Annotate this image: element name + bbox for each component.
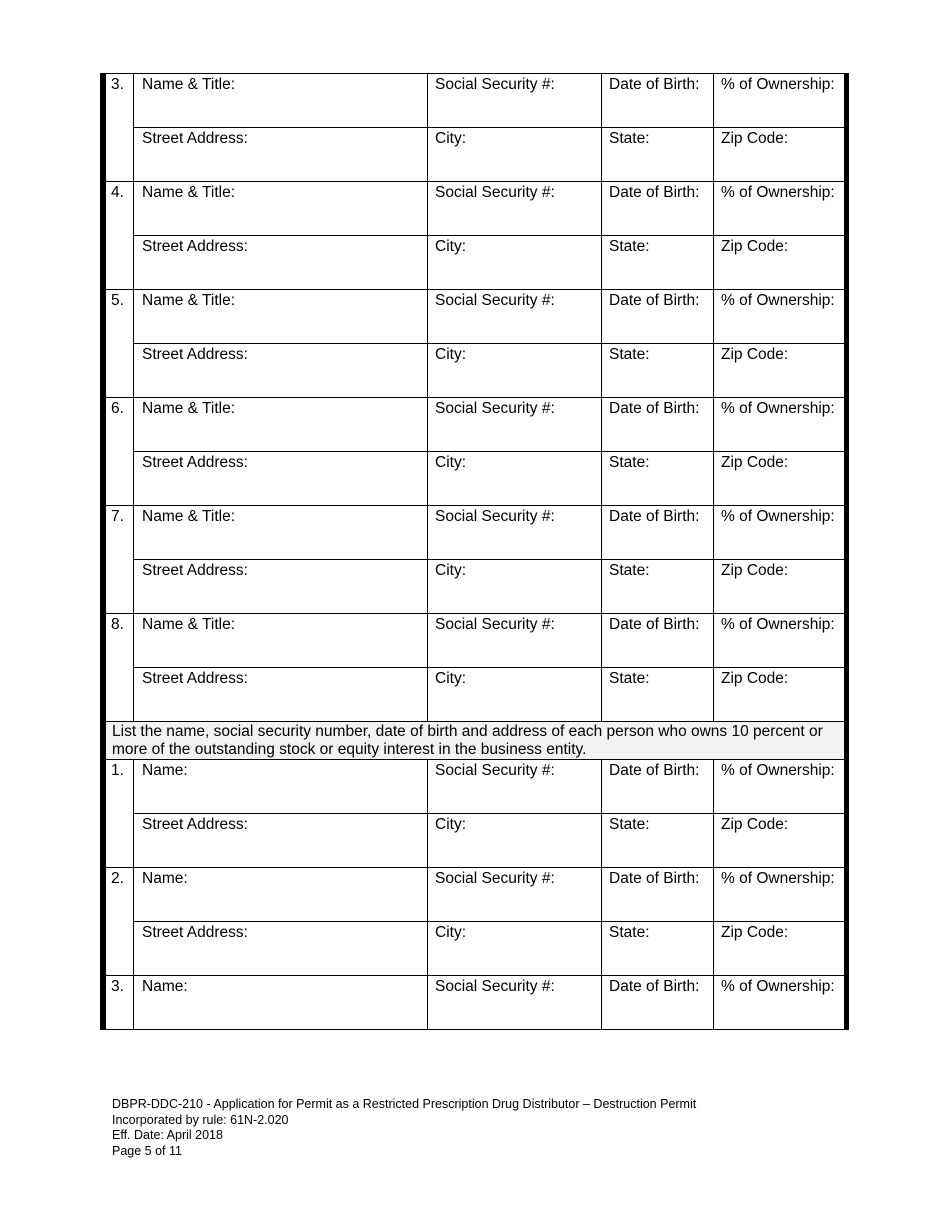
- street-address-field[interactable]: Street Address:: [134, 668, 428, 722]
- city-field[interactable]: City:: [428, 668, 602, 722]
- zip-field[interactable]: Zip Code:: [714, 668, 845, 722]
- entry-number: 7.: [106, 506, 134, 614]
- street-address-field[interactable]: Street Address:: [134, 814, 428, 868]
- officer-row: [106, 74, 845, 128]
- owners-notice-row: [106, 722, 845, 760]
- ownership-field[interactable]: % of Ownership:: [714, 74, 845, 128]
- dob-field[interactable]: Date of Birth:: [602, 290, 714, 344]
- zip-field[interactable]: Zip Code:: [714, 560, 845, 614]
- street-address-field[interactable]: Street Address:: [134, 128, 428, 182]
- ownership-field[interactable]: % of Ownership:: [714, 976, 845, 1030]
- name-title-field[interactable]: Name & Title:: [134, 614, 428, 668]
- ssn-field[interactable]: Social Security #:: [428, 74, 602, 128]
- entry-number: 4.: [106, 182, 134, 290]
- owner-row: [106, 976, 845, 1030]
- entry-number: 1.: [106, 760, 134, 868]
- state-field[interactable]: State:: [602, 128, 714, 182]
- officer-row: [106, 290, 845, 344]
- officer-row: [106, 614, 845, 668]
- dob-field[interactable]: Date of Birth:: [602, 182, 714, 236]
- ownership-field[interactable]: % of Ownership:: [714, 290, 845, 344]
- officer-address-row: [106, 560, 845, 614]
- officer-row: [106, 506, 845, 560]
- state-field[interactable]: State:: [602, 344, 714, 398]
- owner-row: [106, 760, 845, 814]
- name-title-field[interactable]: Name & Title:: [134, 506, 428, 560]
- ssn-field[interactable]: Social Security #:: [428, 868, 602, 922]
- zip-field[interactable]: Zip Code:: [714, 236, 845, 290]
- footer-eff-date: Eff. Date: April 2018: [112, 1128, 223, 1142]
- ssn-field[interactable]: Social Security #:: [428, 398, 602, 452]
- ownership-field[interactable]: % of Ownership:: [714, 760, 845, 814]
- ownership-field[interactable]: % of Ownership:: [714, 182, 845, 236]
- entry-number: 5.: [106, 290, 134, 398]
- ownership-table: [105, 73, 845, 1030]
- entry-number: 2.: [106, 868, 134, 976]
- officer-address-row: [106, 236, 845, 290]
- ownership-field[interactable]: % of Ownership:: [714, 398, 845, 452]
- state-field[interactable]: State:: [602, 668, 714, 722]
- owner-address-row: [106, 814, 845, 868]
- city-field[interactable]: City:: [428, 814, 602, 868]
- owners-instructions: List the name, social security number, date of birth and address of each person who owns 10 percent or more of the outstanding stock or equity interest in the business entity.: [106, 722, 845, 760]
- dob-field[interactable]: Date of Birth:: [602, 868, 714, 922]
- state-field[interactable]: State:: [602, 236, 714, 290]
- ssn-field[interactable]: Social Security #:: [428, 614, 602, 668]
- footer-form-title: DBPR-DDC-210 - Application for Permit as a Restricted Prescription Drug Distributor – Destruction Permit: [112, 1097, 697, 1111]
- owner-row: [106, 868, 845, 922]
- entry-number: 3.: [106, 976, 134, 1030]
- city-field[interactable]: City:: [428, 560, 602, 614]
- ownership-form: [100, 73, 849, 1030]
- zip-field[interactable]: Zip Code:: [714, 814, 845, 868]
- name-title-field[interactable]: Name & Title:: [134, 74, 428, 128]
- entry-number: 8.: [106, 614, 134, 722]
- owner-address-row: [106, 922, 845, 976]
- ownership-field[interactable]: % of Ownership:: [714, 506, 845, 560]
- city-field[interactable]: City:: [428, 452, 602, 506]
- dob-field[interactable]: Date of Birth:: [602, 976, 714, 1030]
- ssn-field[interactable]: Social Security #:: [428, 760, 602, 814]
- ownership-field[interactable]: % of Ownership:: [714, 614, 845, 668]
- state-field[interactable]: State:: [602, 814, 714, 868]
- name-field[interactable]: Name:: [134, 868, 428, 922]
- footer-page-number: Page 5 of 11: [112, 1143, 182, 1158]
- state-field[interactable]: State:: [602, 452, 714, 506]
- city-field[interactable]: City:: [428, 128, 602, 182]
- ownership-field[interactable]: % of Ownership:: [714, 868, 845, 922]
- ssn-field[interactable]: Social Security #:: [428, 182, 602, 236]
- ssn-field[interactable]: Social Security #:: [428, 290, 602, 344]
- street-address-field[interactable]: Street Address:: [134, 236, 428, 290]
- state-field[interactable]: State:: [602, 560, 714, 614]
- dob-field[interactable]: Date of Birth:: [602, 74, 714, 128]
- officer-row: [106, 398, 845, 452]
- name-title-field[interactable]: Name & Title:: [134, 182, 428, 236]
- name-title-field[interactable]: Name & Title:: [134, 398, 428, 452]
- page-footer: [112, 1097, 696, 1159]
- zip-field[interactable]: Zip Code:: [714, 128, 845, 182]
- entry-number: 3.: [106, 74, 134, 182]
- name-title-field[interactable]: Name & Title:: [134, 290, 428, 344]
- zip-field[interactable]: Zip Code:: [714, 344, 845, 398]
- zip-field[interactable]: Zip Code:: [714, 922, 845, 976]
- state-field[interactable]: State:: [602, 922, 714, 976]
- dob-field[interactable]: Date of Birth:: [602, 398, 714, 452]
- street-address-field[interactable]: Street Address:: [134, 452, 428, 506]
- name-field[interactable]: Name:: [134, 760, 428, 814]
- street-address-field[interactable]: Street Address:: [134, 344, 428, 398]
- officer-address-row: [106, 452, 845, 506]
- footer-rule: Incorporated by rule: 61N-2.020: [112, 1112, 289, 1127]
- officer-row: [106, 182, 845, 236]
- dob-field[interactable]: Date of Birth:: [602, 506, 714, 560]
- officer-address-row: [106, 668, 845, 722]
- name-field[interactable]: Name:: [134, 976, 428, 1030]
- street-address-field[interactable]: Street Address:: [134, 922, 428, 976]
- ssn-field[interactable]: Social Security #:: [428, 506, 602, 560]
- officer-address-row: [106, 128, 845, 182]
- city-field[interactable]: City:: [428, 922, 602, 976]
- officer-address-row: [106, 344, 845, 398]
- dob-field[interactable]: Date of Birth:: [602, 760, 714, 814]
- city-field[interactable]: City:: [428, 236, 602, 290]
- city-field[interactable]: City:: [428, 344, 602, 398]
- zip-field[interactable]: Zip Code:: [714, 452, 845, 506]
- entry-number: 6.: [106, 398, 134, 506]
- ssn-field[interactable]: Social Security #:: [428, 976, 602, 1030]
- dob-field[interactable]: Date of Birth:: [602, 614, 714, 668]
- street-address-field[interactable]: Street Address:: [134, 560, 428, 614]
